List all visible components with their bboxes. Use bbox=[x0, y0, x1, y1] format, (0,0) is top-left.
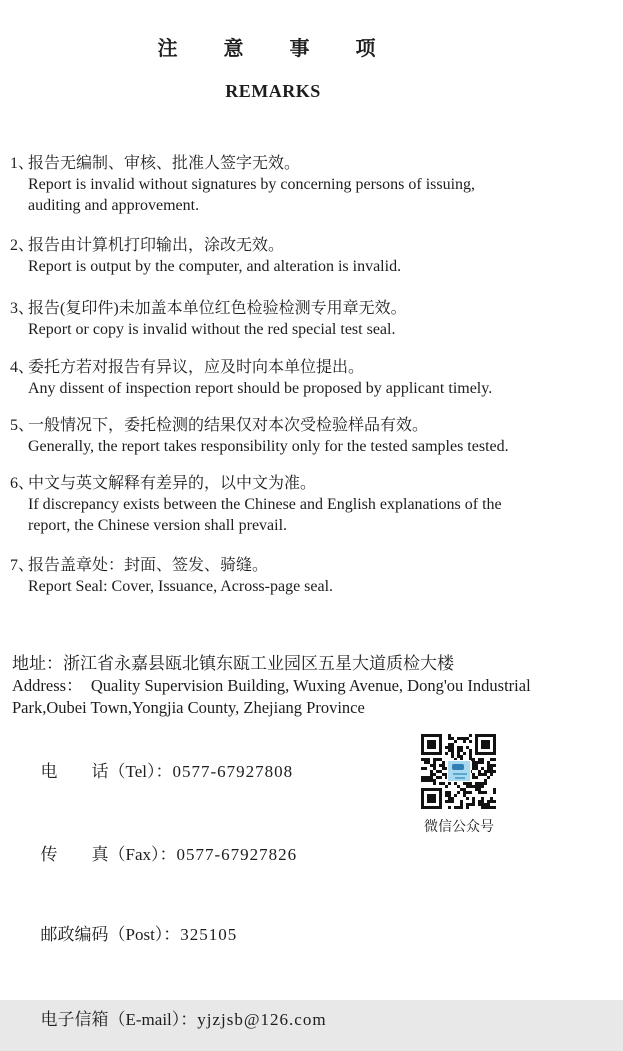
item-number: 1、 bbox=[10, 155, 35, 172]
list-item bbox=[10, 415, 595, 457]
page-heading bbox=[0, 37, 546, 102]
item-text-en: Generally, the report takes responsibility only for the tested samples tested. bbox=[28, 438, 509, 455]
item-number: 2、 bbox=[10, 237, 35, 254]
list-item bbox=[10, 153, 595, 216]
wechat-qr-block bbox=[421, 734, 497, 836]
item-text-cn: 中文与英文解释有差异的，以中文为准。 bbox=[28, 475, 317, 492]
item-text-en: Any dissent of inspection report should be proposed by applicant timely. bbox=[28, 380, 493, 397]
item-text-cn: 报告由计算机打印输出，涂改无效。 bbox=[28, 237, 285, 254]
email-label: 电子信箱（E-mail）： bbox=[40, 1010, 198, 1029]
qr-logo-emblem bbox=[452, 764, 464, 770]
item-text-cn: 委托方若对报告有异议，应及时向本单位提出。 bbox=[28, 359, 365, 376]
telephone-value: 0577-67927808 bbox=[172, 762, 294, 781]
address-en-line: Park,Oubei Town,Yongjia County, Zhejiang Province bbox=[12, 698, 365, 717]
item-number: 3、 bbox=[10, 300, 35, 317]
list-item bbox=[10, 473, 595, 536]
item-text-cn: 报告盖章处：封面、签发、骑缝。 bbox=[28, 557, 269, 574]
item-number: 6、 bbox=[10, 475, 35, 492]
item-text-en: If discrepancy exists between the Chinese and English explanations of the bbox=[28, 496, 502, 513]
item-text-en: auditing and approvement. bbox=[28, 197, 200, 214]
postcode-value: 325105 bbox=[180, 925, 238, 944]
item-number: 4、 bbox=[10, 359, 35, 376]
fax-row bbox=[15, 823, 415, 886]
address-en-line: Address： Quality Supervision Building, Wuxing Avenue, Dong'ou Industrial bbox=[12, 676, 531, 695]
fax-value: 0577-67927826 bbox=[176, 845, 298, 864]
email-row bbox=[15, 988, 415, 1051]
item-text-cn: 一般情况下，委托检测的结果仅对本次受检验样品有效。 bbox=[28, 417, 429, 434]
list-item bbox=[10, 235, 595, 277]
page-title-en: REMARKS bbox=[225, 81, 321, 101]
item-number: 7、 bbox=[10, 557, 35, 574]
fax-label: 传 真（Fax）： bbox=[40, 845, 177, 864]
item-text-en: report, the Chinese version shall prevail. bbox=[28, 517, 288, 534]
postcode-row bbox=[15, 903, 415, 966]
item-text-en: Report is output by the computer, and alteration is invalid. bbox=[28, 258, 402, 275]
address-cn: 地址：浙江省永嘉县瓯北镇东瓯工业园区五星大道质检大楼 bbox=[12, 654, 454, 673]
item-text-cn: 报告无编制、审核、批准人签字无效。 bbox=[28, 155, 301, 172]
remarks-list bbox=[10, 153, 595, 597]
item-text-cn: 报告(复印件)未加盖本单位红色检验检测专用章无效。 bbox=[28, 300, 407, 317]
item-text-en: Report Seal: Cover, Issuance, Across-page seal. bbox=[28, 578, 334, 595]
qr-caption: 微信公众号 bbox=[424, 820, 494, 835]
qr-center-logo bbox=[447, 760, 471, 782]
item-number: 5、 bbox=[10, 417, 35, 434]
contacts-block bbox=[15, 740, 415, 1051]
list-item bbox=[10, 298, 595, 340]
email-value: yjzjsb@126.com bbox=[197, 1010, 327, 1029]
item-text-en: Report or copy is invalid without the red special test seal. bbox=[28, 321, 396, 338]
list-item bbox=[10, 555, 595, 597]
page-title-cn: 注 意 事 项 bbox=[157, 38, 389, 60]
list-item bbox=[10, 357, 595, 399]
item-text-en: Report is invalid without signatures by concerning persons of issuing, bbox=[28, 176, 476, 193]
qr-logo-text-line bbox=[453, 773, 467, 775]
telephone-row bbox=[15, 740, 415, 803]
address-block bbox=[12, 652, 612, 719]
qr-logo-text-line bbox=[455, 777, 465, 779]
telephone-label: 电 话（Tel）： bbox=[40, 762, 173, 781]
postcode-label: 邮政编码（Post）： bbox=[40, 925, 181, 944]
